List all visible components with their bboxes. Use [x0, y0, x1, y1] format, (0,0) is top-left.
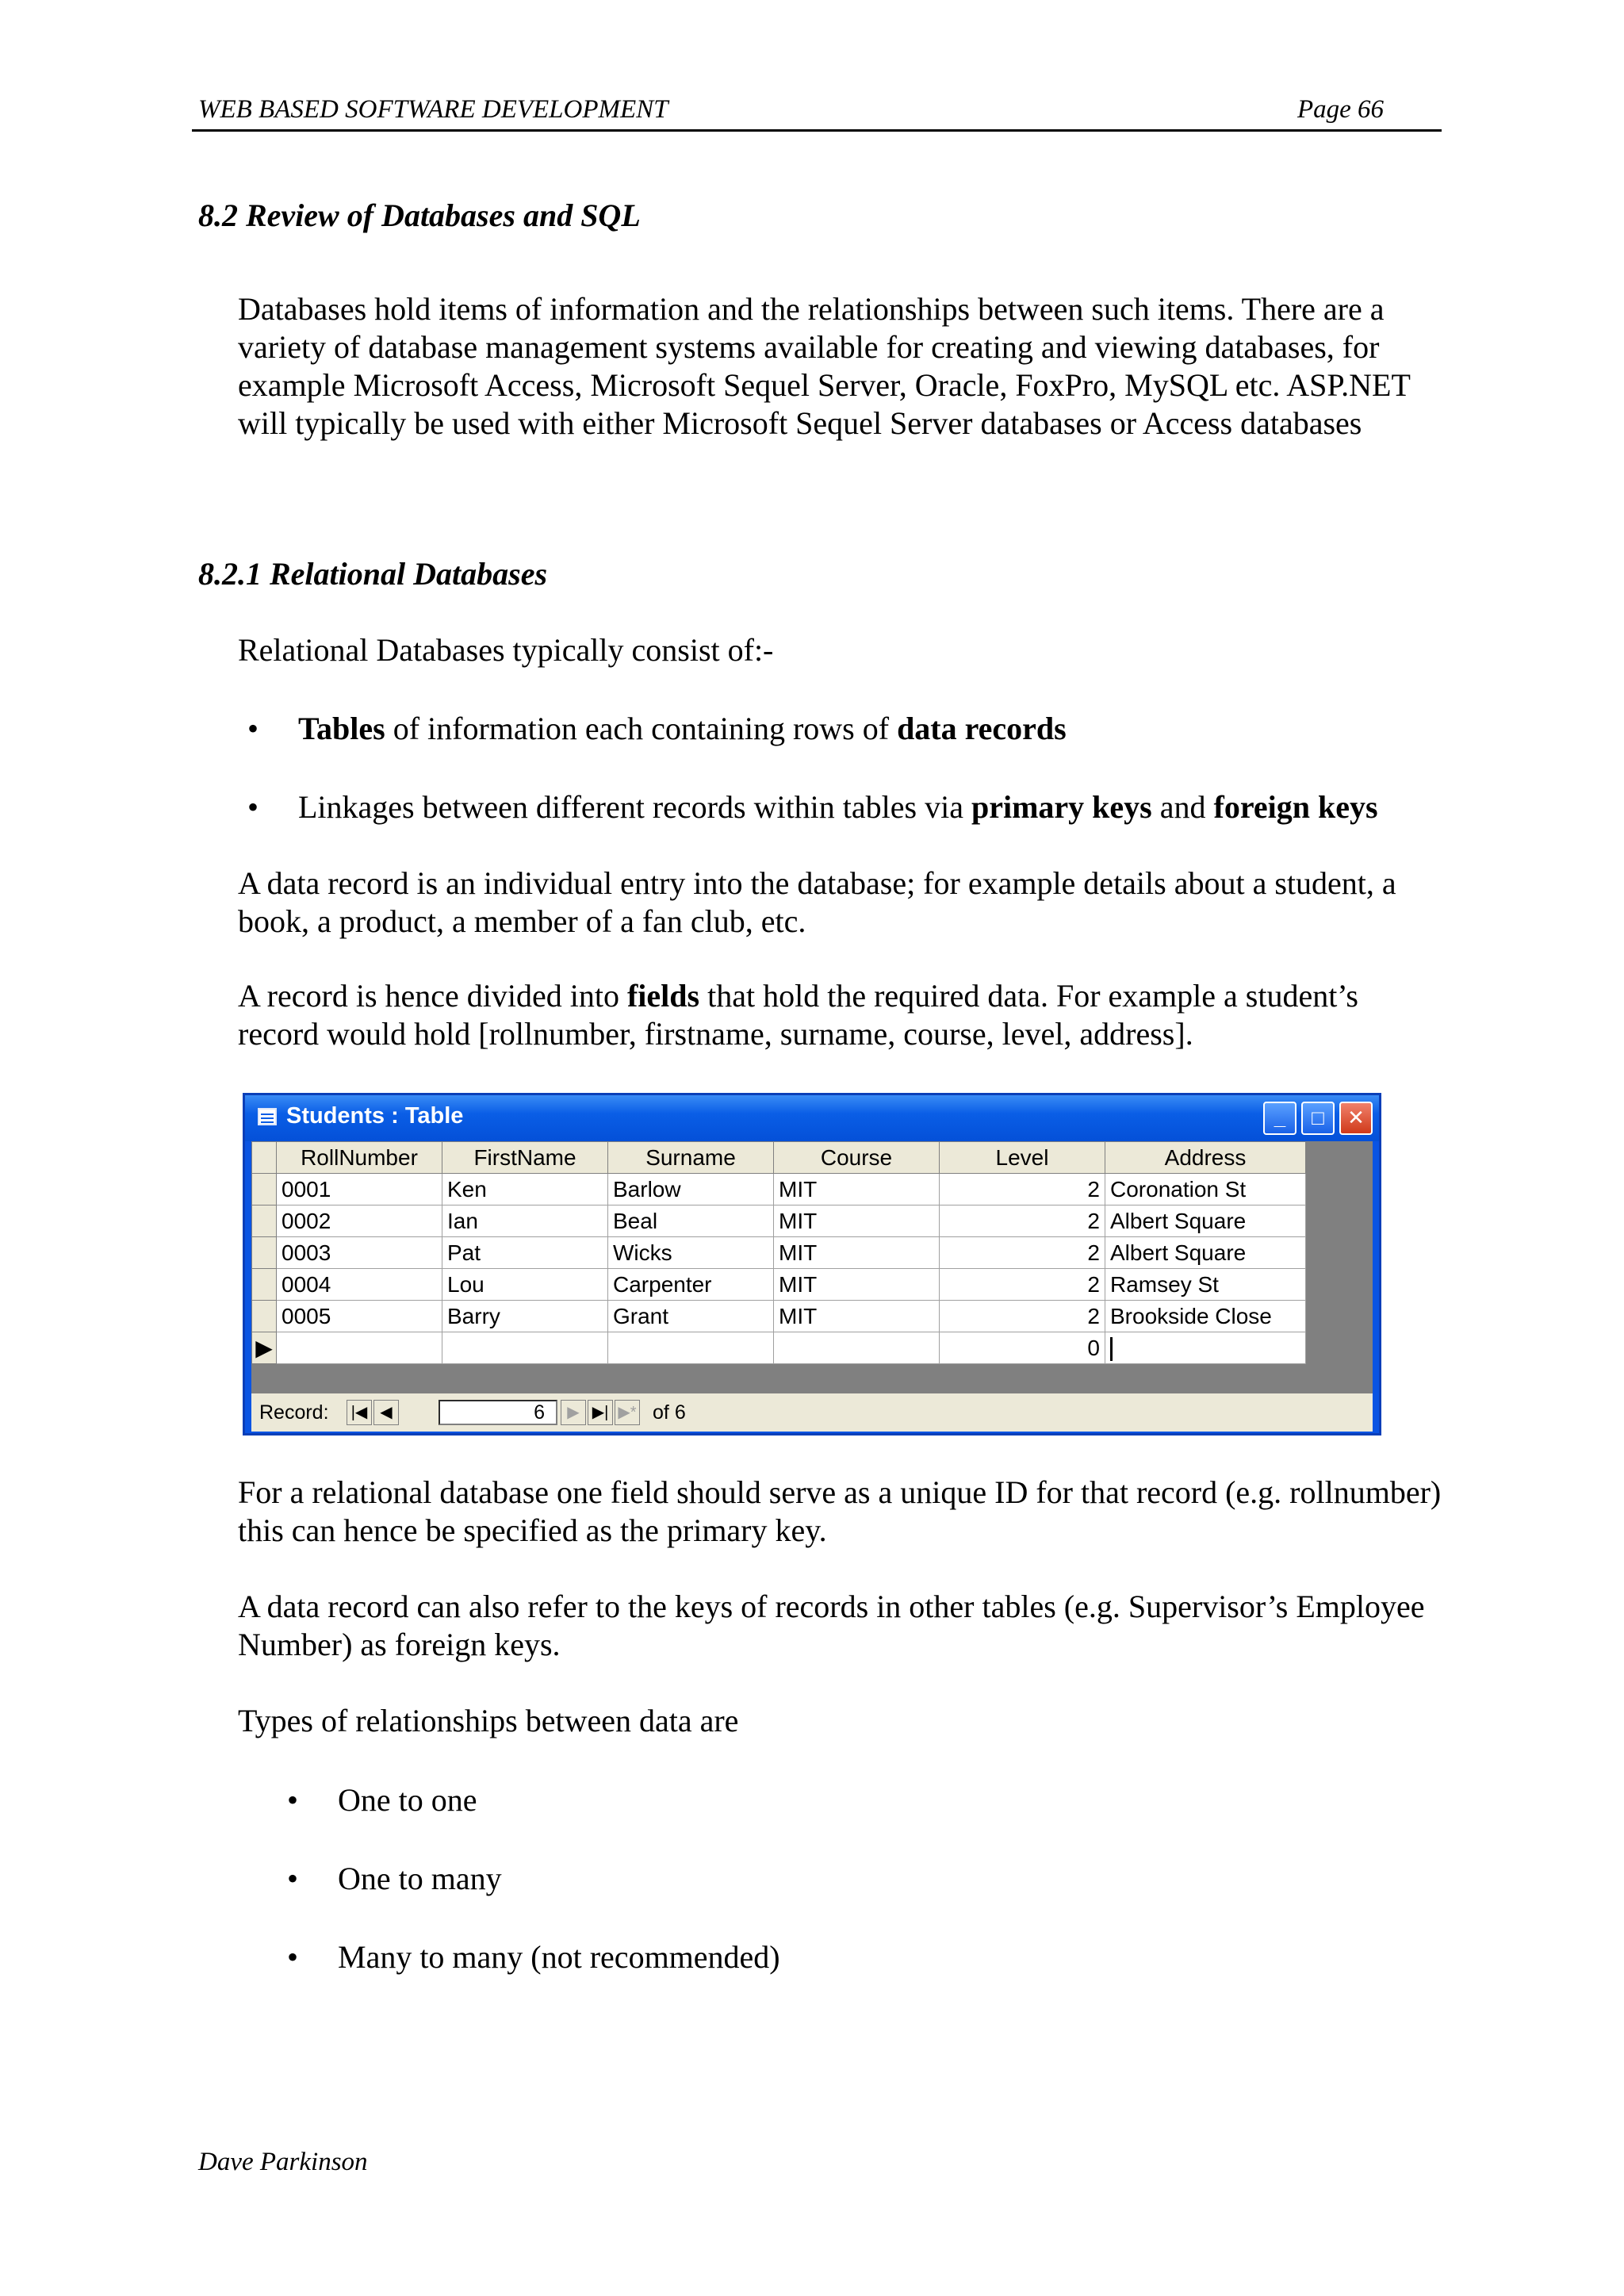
column-header[interactable]: Address — [1105, 1142, 1306, 1174]
datasheet-area — [251, 1141, 1373, 1393]
section-heading: 8.2 Review of Databases and SQL — [198, 197, 641, 233]
minimize-button[interactable]: _ — [1263, 1102, 1297, 1135]
bullet-text: Tables of information each containing rows of data records — [298, 711, 1067, 746]
cell-course[interactable]: MIT — [774, 1301, 940, 1332]
row-selector[interactable] — [252, 1269, 277, 1301]
cell-firstname[interactable]: Barry — [442, 1301, 608, 1332]
next-record-icon[interactable]: ▶ — [561, 1400, 586, 1425]
cell-address[interactable] — [1105, 1332, 1306, 1364]
record-of-label: of 6 — [653, 1401, 686, 1424]
cell-address[interactable]: Ramsey St — [1105, 1269, 1306, 1301]
cell-firstname[interactable] — [442, 1332, 608, 1364]
cell-surname[interactable]: Barlow — [608, 1174, 774, 1205]
column-header[interactable]: Course — [774, 1142, 940, 1174]
cell-rollnumber[interactable]: 0005 — [277, 1301, 442, 1332]
window-title: Students : Table — [286, 1103, 464, 1129]
select-all-cell[interactable] — [252, 1142, 277, 1174]
maximize-button[interactable]: □ — [1301, 1102, 1335, 1135]
close-button[interactable]: ✕ — [1339, 1102, 1373, 1135]
row-selector[interactable] — [252, 1205, 277, 1237]
table-row — [252, 1301, 1306, 1332]
bullet-dot: • — [247, 789, 259, 825]
column-header[interactable]: Surname — [608, 1142, 774, 1174]
cell-surname[interactable] — [608, 1332, 774, 1364]
cell-surname[interactable]: Beal — [608, 1205, 774, 1237]
list-item-text: Many to many (not recommended) — [338, 1939, 780, 1975]
first-record-icon[interactable]: |◀ — [347, 1400, 372, 1425]
row-selector[interactable] — [252, 1174, 277, 1205]
footer-author: Dave Parkinson — [198, 2148, 368, 2176]
cell-course[interactable] — [774, 1332, 940, 1364]
text-cursor — [1110, 1337, 1113, 1361]
header-row — [252, 1142, 1306, 1174]
cell-level[interactable]: 2 — [940, 1237, 1105, 1269]
column-header[interactable]: Level — [940, 1142, 1105, 1174]
running-header-title: WEB BASED SOFTWARE DEVELOPMENT — [198, 95, 668, 124]
cell-level[interactable]: 2 — [940, 1174, 1105, 1205]
header-rule — [192, 129, 1442, 132]
cell-level[interactable]: 2 — [940, 1205, 1105, 1237]
table-row — [252, 1174, 1306, 1205]
current-row-marker-icon[interactable]: ▶ — [252, 1332, 277, 1364]
cell-rollnumber[interactable]: 0004 — [277, 1269, 442, 1301]
record-number-input[interactable]: 6 — [439, 1400, 557, 1425]
relationship-types-lead: Types of relationships between data are — [238, 1703, 739, 1738]
record-label: Record: — [259, 1401, 329, 1424]
table-row — [252, 1237, 1306, 1269]
table-row — [252, 1205, 1306, 1237]
last-record-icon[interactable]: ▶| — [588, 1400, 613, 1425]
record-paragraph: A data record is an individual entry into the database; for example details about a student, a book, a product, a member of a fan club, etc. — [238, 865, 1396, 939]
cell-rollnumber[interactable]: 0002 — [277, 1205, 442, 1237]
cell-level[interactable]: 0 — [940, 1332, 1105, 1364]
cell-level[interactable]: 2 — [940, 1269, 1105, 1301]
record-navigation-bar — [251, 1393, 1373, 1432]
row-selector[interactable] — [252, 1301, 277, 1332]
cell-address[interactable]: Brookside Close — [1105, 1301, 1306, 1332]
table-icon — [258, 1108, 277, 1125]
foreign-key-paragraph: A data record can also refer to the keys of records in other tables (e.g. Supervisor’s Employee Number) as foreign keys. — [238, 1589, 1425, 1662]
cell-address[interactable]: Coronation St — [1105, 1174, 1306, 1205]
intro-paragraph: Databases hold items of information and the relationships between such items. There are a variety of database management systems available for creating and viewing databases, for example Microsoft Access, Microsoft Sequel Server, Oracle, FoxPro, MySQL etc. ASP.NET will typically be used with either Microsoft Sequel Server databases or Access databases — [238, 291, 1411, 441]
cell-course[interactable]: MIT — [774, 1205, 940, 1237]
cell-rollnumber[interactable]: 0003 — [277, 1237, 442, 1269]
window-titlebar[interactable] — [245, 1095, 1379, 1141]
cell-firstname[interactable]: Ken — [442, 1174, 608, 1205]
cell-rollnumber[interactable] — [277, 1332, 442, 1364]
subsection-heading: 8.2.1 Relational Databases — [198, 556, 548, 592]
new-record-row — [252, 1332, 1306, 1364]
cell-surname[interactable]: Wicks — [608, 1237, 774, 1269]
cell-surname[interactable]: Grant — [608, 1301, 774, 1332]
new-record-icon[interactable]: ▶* — [615, 1400, 640, 1425]
fields-paragraph: A record is hence divided into fields that hold the required data. For example a student’s record would hold [rollnumber, firstname, surname, course, level, address]. — [238, 978, 1358, 1052]
column-header[interactable]: FirstName — [442, 1142, 608, 1174]
cell-firstname[interactable]: Lou — [442, 1269, 608, 1301]
cell-surname[interactable]: Carpenter — [608, 1269, 774, 1301]
column-header[interactable]: RollNumber — [277, 1142, 442, 1174]
cell-course[interactable]: MIT — [774, 1269, 940, 1301]
students-table-window — [243, 1093, 1381, 1435]
cell-course[interactable]: MIT — [774, 1237, 940, 1269]
datasheet-table — [251, 1141, 1306, 1364]
table-row — [252, 1269, 1306, 1301]
bullet-dot: • — [247, 711, 259, 746]
lead-text: Relational Databases typically consist of:- — [238, 632, 774, 668]
cell-rollnumber[interactable]: 0001 — [277, 1174, 442, 1205]
cell-course[interactable]: MIT — [774, 1174, 940, 1205]
cell-address[interactable]: Albert Square — [1105, 1205, 1306, 1237]
previous-record-icon[interactable]: ◀ — [373, 1400, 399, 1425]
page-number: Page 66 — [1297, 95, 1385, 124]
primary-key-paragraph: For a relational database one field should serve as a unique ID for that record (e.g. rollnumber) this can hence be specified as the primary key. — [238, 1474, 1442, 1548]
cell-firstname[interactable]: Ian — [442, 1205, 608, 1237]
cell-firstname[interactable]: Pat — [442, 1237, 608, 1269]
cell-level[interactable]: 2 — [940, 1301, 1105, 1332]
row-selector[interactable] — [252, 1237, 277, 1269]
cell-address[interactable]: Albert Square — [1105, 1237, 1306, 1269]
list-item-text: One to many — [338, 1861, 502, 1896]
list-item-text: One to one — [338, 1782, 477, 1818]
bullet-text: Linkages between different records within tables via primary keys and foreign keys — [298, 789, 1378, 825]
